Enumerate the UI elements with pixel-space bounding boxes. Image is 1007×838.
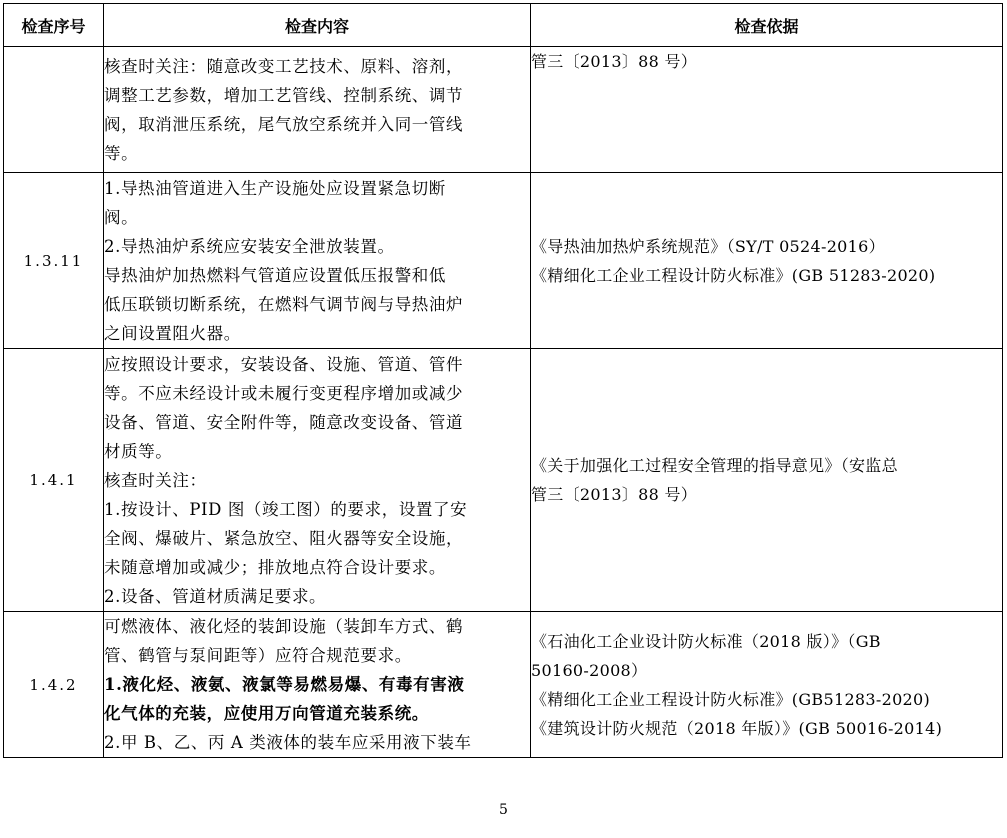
row-basis (531, 349, 1003, 612)
content-line: 可燃液体、液化烃的装卸设施（装卸车方式、鹤 (104, 617, 464, 636)
table-row (4, 173, 1003, 349)
basis-line: 《精细化工企业工程设计防火标准》(GB51283-2020) (531, 689, 931, 709)
header-content: 检查内容 (104, 4, 531, 47)
row-content (104, 612, 531, 758)
content-line: 材质等。 (104, 441, 173, 461)
content-line: 阀。 (104, 207, 139, 227)
content-line: 2.设备、管道材质满足要求。 (104, 586, 327, 606)
content-line: 管、鹤管与泵间距等）应符合规范要求。 (104, 646, 412, 665)
basis-line: 《精细化工企业工程设计防火标准》(GB 51283-2020) (531, 265, 936, 285)
row-seq (4, 47, 104, 173)
content-line: 调整工艺参数，增加工艺管线、控制系统、调节 (104, 85, 464, 105)
row-basis (531, 173, 1003, 349)
row-basis (531, 47, 1003, 173)
content-line: 核查时关注： (104, 470, 207, 490)
content-line: 核查时关注：随意改变工艺技术、原料、溶剂， (104, 56, 464, 76)
content-line: 等。 (104, 143, 139, 163)
row-basis (531, 612, 1003, 758)
content-line-bold: 化气体的充装，应使用万向管道充装系统。 (104, 704, 429, 723)
header-seq: 检查序号 (4, 4, 104, 47)
basis-line: 管三〔2013〕88 号） (531, 485, 698, 504)
table-row (4, 612, 1003, 758)
content-line: 全阀、爆破片、紧急放空、阻火器等安全设施， (104, 528, 464, 548)
inspection-table (3, 3, 1003, 758)
row-seq: 1.4.2 (4, 612, 104, 758)
content-line: 等。不应未经设计或未履行变更程序增加或减少 (104, 383, 464, 403)
content-line: 2.导热油炉系统应安装安全泄放装置。 (104, 236, 395, 256)
content-line: 导热油炉加热燃料气管道应设置低压报警和低 (104, 265, 446, 285)
content-line: 1.导热油管道进入生产设施处应设置紧急切断 (104, 178, 446, 198)
basis-line: 《建筑设计防火规范（2018 年版）》(GB 50016-2014) (531, 718, 943, 738)
header-basis: 检查依据 (531, 4, 1003, 47)
row-seq: 1.4.1 (4, 349, 104, 612)
content-line: 阀，取消泄压系统，尾气放空系统并入同一管线 (104, 114, 464, 134)
table-row (4, 349, 1003, 612)
row-content (104, 47, 531, 173)
table-header-row (4, 4, 1003, 47)
table-row (4, 47, 1003, 173)
content-line: 之间设置阻火器。 (104, 323, 241, 343)
page-number: 5 (499, 802, 508, 818)
row-content (104, 349, 531, 612)
content-line: 1.按设计、PID 图（竣工图）的要求，设置了安 (104, 499, 468, 519)
row-seq: 1.3.11 (4, 173, 104, 349)
basis-line: 《关于加强化工过程安全管理的指导意见》（安监总 (531, 456, 898, 475)
basis-line: 管三〔2013〕88 号） (531, 52, 698, 71)
content-line: 未随意增加或减少；排放地点符合设计要求。 (104, 557, 446, 577)
basis-line: 《石油化工企业设计防火标准（2018 版）》（GB (531, 631, 881, 651)
content-line: 2.甲 B、乙、丙 A 类液体的装车应采用液下装车 (104, 733, 472, 752)
content-line: 设备、管道、安全附件等，随意改变设备、管道 (104, 412, 464, 432)
content-line: 低压联锁切断系统，在燃料气调节阀与导热油炉 (104, 294, 464, 314)
basis-line: 《导热油加热炉系统规范》（SY/T 0524-2016） (531, 236, 885, 256)
row-content (104, 173, 531, 349)
basis-line: 50160-2008） (531, 660, 648, 680)
content-line-bold: 1.液化烃、液氨、液氯等易燃易爆、有毒有害液 (104, 675, 465, 694)
content-line: 应按照设计要求，安装设备、设施、管道、管件 (104, 354, 464, 374)
